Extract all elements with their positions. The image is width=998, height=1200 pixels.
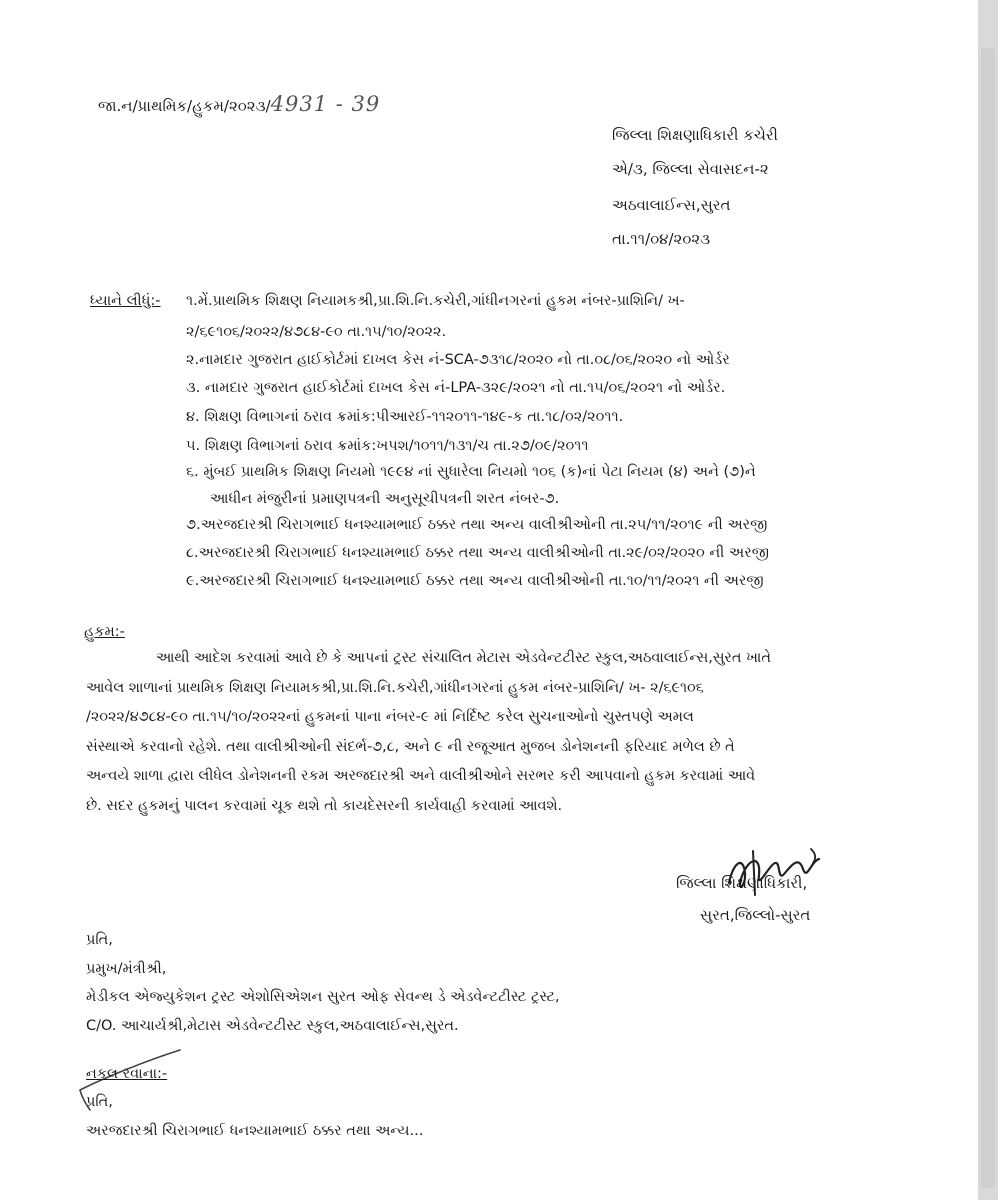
reference-prefix: જા.ન/પ્રાથમિક/હુકમ/૨૦૨૩/	[98, 97, 271, 115]
order-line: આવેલ શાળાનાં પ્રાથમિક શિક્ષણ નિયામકશ્રી,પ્રા.શિ.નિ.કચેરી,ગાંધીનગરનાં હુકમ નંબર-પ્રાશિનિ/ ખ- ૨/૬૯૧૦૬	[86, 679, 704, 696]
order-line: અન્વયે શાળા દ્વારા લીધેલ ડોનેશનની રકમ અરજદારશ્રી અને વાલીશ્રીઓને સરભર કરી આપવાનો હુકમ કરવામાં આવે	[86, 768, 756, 784]
order-line: છે. સદર હુકમનું પાલન કરવામાં ચૂક થશે તો કાયદેસરની કાર્યવાહી કરવામાં આવશે.	[86, 797, 563, 814]
copy-line: અરજદારશ્રી ચિરાગભાઈ ધનશ્યામભાઈ ઠક્કર તથા અન્ય...	[86, 1123, 424, 1139]
office-name: જિલ્લા શિક્ષણાધિકારી કચેરી	[612, 126, 778, 144]
order-line: આથી આદેશ કરવામાં આવે છે કે આપનાં ટ્રસ્ટ સંચાલિત મેટાસ એડવેન્ટટીસ્ટ સ્કુલ,અઠવાલાઈન્સ,સુરત ખાતે	[156, 650, 771, 666]
document-date: તા.૧૧/૦૪/૨૦૨૩	[612, 230, 711, 248]
scrollbar-thumb[interactable]	[981, 48, 995, 1188]
reference-line: આધીન મંજુરીનાં પ્રમાણપત્રની અનુસૂચીપત્રની શરત નંબર-૭.	[210, 491, 560, 507]
reference-line: ૨.નામદાર ગુજરાત હાઈકોર્ટમાં દાખલ કેસ નં-SCA-૭૩૧૮/૨૦૨૦ નો તા.૦૮/૦૬/૨૦૨૦ નો ઓર્ડર	[186, 352, 730, 368]
reference-line: ૪. શિક્ષણ વિભાગનાં ઠરાવ ક્રમાંક:પીઆરઈ-૧૧૨૦૧૧-૧૪૯-ક તા.૧૮/૦૨/૨૦૧૧.	[186, 409, 624, 425]
signatory-title: જિલ્લા શિક્ષણાધિકારી,	[676, 874, 808, 892]
handwritten-number: 4931 - 39	[270, 92, 381, 116]
order-heading: હુકમ:-	[84, 624, 125, 640]
recipient-line: C/O. આચાર્યશ્રી,મેટાસ એડવેન્ટટીસ્ટ સ્કુલ,અઠવાલાઈન્સ,સુરત.	[86, 1018, 459, 1034]
copy-heading: નકલ રવાના:-	[86, 1066, 168, 1082]
reference-number	[98, 92, 380, 116]
order-body	[86, 644, 876, 821]
reference-line: ૫. શિક્ષણ વિભાગનાં ઠરાવ ક્રમાંક:ખપશ/૧૦૧૧/૧૩૧/ચ તા.૨૭/૦૯/૨૦૧૧	[186, 438, 589, 454]
reference-line: ૧.મેં.પ્રાથમિક શિક્ષણ નિયામકશ્રી,પ્રા.શિ.નિ.કચેરી,ગાંધીનગરનાં હુકમ નંબર-પ્રાશિનિ/ ખ-	[186, 293, 685, 309]
reference-line: ૭.અરજદારશ્રી ચિરાગભાઈ ધનશ્યામભાઈ ઠક્કર તથા અન્ય વાલીશ્રીઓની તા.૨૫/૧૧/૨૦૧૯ ની અરજી	[186, 517, 768, 533]
order-line: /૨૦૨૨/૪૭૮૪-૯૦ તા.૧૫/૧૦/૨૦૨૨નાં હુકમનાં પાના નંબર-૯ માં નિર્દિષ્ટ કરેલ સુચનાઓનો ચુસ્તપણે અમલ	[86, 709, 694, 725]
copy-line: પ્રતિ,	[86, 1094, 113, 1110]
reference-line: ૮.અરજદારશ્રી ચિરાગભાઈ ધનશ્યામભાઈ ઠક્કર તથા અન્ય વાલીશ્રીઓની તા.૨૯/૦૨/૨૦૨૦ ની અરજી	[186, 545, 769, 561]
recipient-line: મેડીકલ એજ્યુકેશન ટ્રસ્ટ એશોસિએશન સુરત ઓફ સેવન્થ ડે એડવેન્ટટીસ્ટ ટ્રસ્ટ,	[86, 989, 560, 1005]
office-address: એ/૩, જિલ્લા સેવાસદન-૨	[612, 160, 769, 178]
references-heading: ધ્યાને લીધું:-	[90, 293, 161, 309]
reference-line: ૬. મુંબઈ પ્રાથમિક શિક્ષણ નિયમો ૧૯૯૪ નાં સુધારેલા નિયમો ૧૦૬ (ક)નાં પેટા નિયમ (૪) અને (૭)ને	[186, 464, 756, 480]
reference-line: ૨/૬૯૧૦૬/૨૦૨૨/૪૭૮૪-૯૦ તા.૧૫/૧૦/૨૦૨૨.	[186, 324, 447, 340]
reference-line: ૩. નામદાર ગુજરાત હાઈકોર્ટમાં દાખલ કેસ નં-LPA-૩૨૯/૨૦૨૧ નો તા.૧૫/૦૬/૨૦૨૧ નો ઓર્ડર.	[186, 380, 726, 396]
order-line: સંસ્થાએ કરવાનો રહેશે. તથા વાલીશ્રીઓની સંદર્ભ-૭,૮, અને ૯ ની રજૂઆત મુજબ ડોનેશનની ફરિયાદ મળેલ છે તે	[86, 738, 735, 755]
signatory-location: સુરત,જિલ્લો-સુરત	[700, 906, 811, 924]
office-city: અઠવાલાઈન્સ,સુરત	[612, 196, 731, 214]
recipient-line: પ્રતિ,	[86, 932, 113, 948]
scrollbar[interactable]	[978, 0, 998, 1200]
reference-line: ૯.અરજદારશ્રી ચિરાગભાઈ ધનશ્યામભાઈ ઠક્કર તથા અન્ય વાલીશ્રીઓની તા.૧૦/૧૧/૨૦૨૧ ની અરજી	[186, 573, 764, 589]
recipient-line: પ્રમુખ/મંત્રીશ્રી,	[86, 961, 167, 977]
